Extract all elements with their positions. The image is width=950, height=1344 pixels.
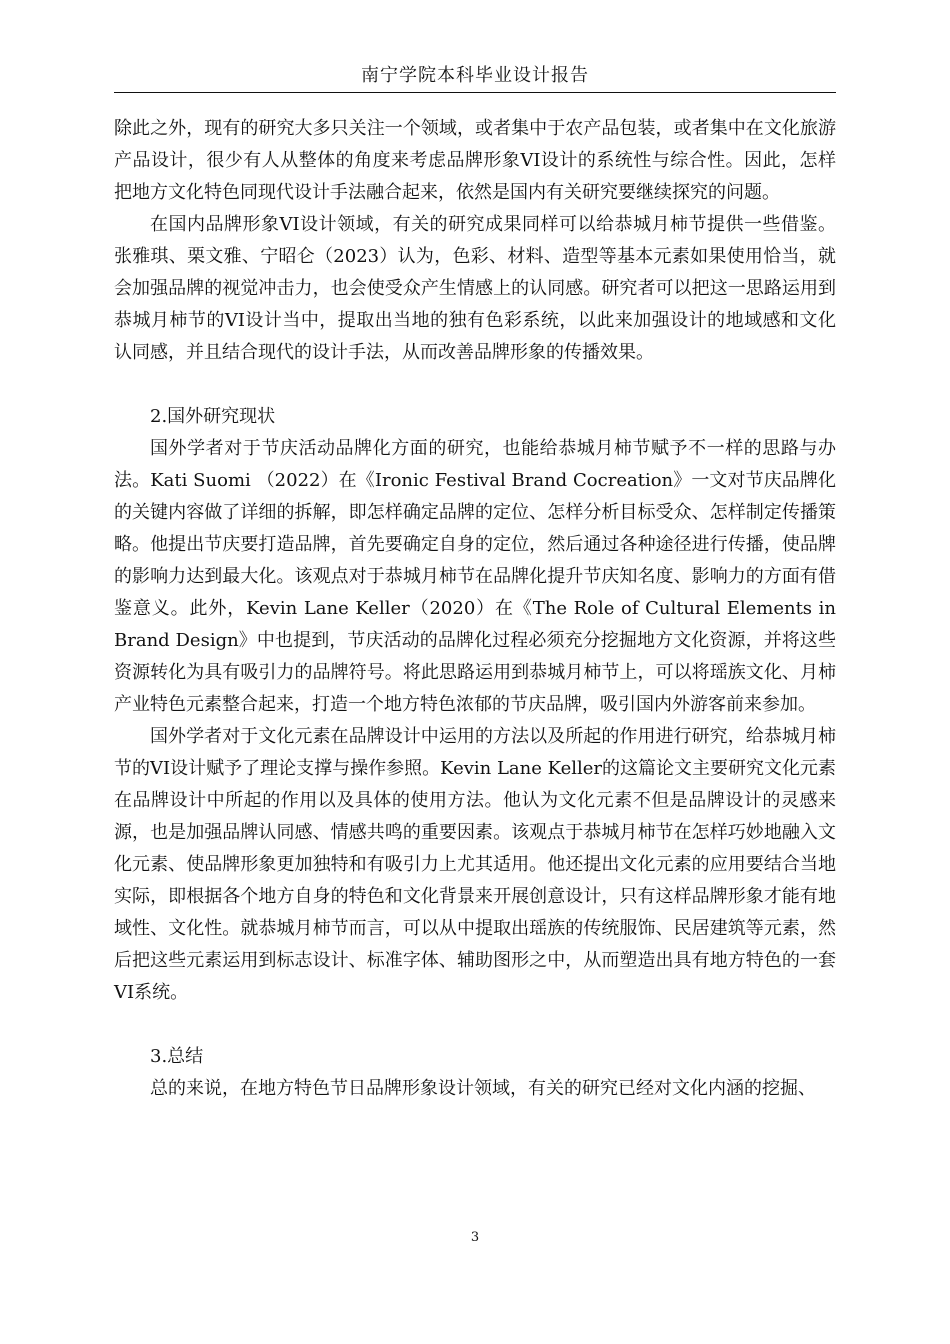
section-heading-foreign-research: 2.国外研究现状 xyxy=(150,406,276,427)
paragraph-2: 在国内品牌形象VI设计领域，有关的研究成果同样可以给恭城月柿节提供一些借鉴。张雅琪、栗文雅、宁昭仑（2023）认为，色彩、材料、造型等基本元素如果使用恰当，就会加强品牌的视觉冲击力，也会使受众产生情感上的认同感。研究者可以把这一思路运用到恭城月柿节的VI设计当中，提取出当地的独有色彩系统，以此来加强设计的地域感和文化认同感，并且结合现代的设计手法，从而改善品牌形象的传播效果。 xyxy=(114,214,836,363)
page-header: 南宁学院本科毕业设计报告 xyxy=(361,65,589,86)
paragraph-3: 国外学者对于节庆活动品牌化方面的研究，也能给恭城月柿节赋予不一样的思路与办法。Kati Suomi （2022）在《Ironic Festival Brand Cocreation》一文对节庆品牌化的关键内容做了详细的拆解，即怎样确定品牌的定位、怎样分析目标受众、怎样制定传播策略。他提出节庆要打造品牌，首先要确定自身的定位，然后通过各种途径进行传播，使品牌的影响力达到最大化。该观点对于恭城月柿节在品牌化提升节庆知名度、影响力的方面有借鉴意义。此外，Kevin Lane Keller（2020）在《The Role of Cultural Elements in Brand Design》中也提到，节庆活动的品牌化过程必须充分挖掘地方文化资源，并将这些资源转化为具有吸引力的品牌符号。将此思路运用到恭城月柿节上，可以将瑶族文化、月柿产业特色元素整合起来，打造一个地方特色浓郁的节庆品牌，吸引国内外游客前来参加。 xyxy=(114,438,836,715)
paragraph-5: 总的来说，在地方特色节日品牌形象设计领域，有关的研究已经对文化内涵的挖掘、 xyxy=(150,1078,816,1099)
page-number: 3 xyxy=(470,1230,480,1245)
section-heading-summary: 3.总结 xyxy=(150,1046,204,1067)
paragraph-4: 国外学者对于文化元素在品牌设计中运用的方法以及所起的作用进行研究，给恭城月柿节的VI设计赋予了理论支撑与操作参照。Kevin Lane Keller的这篇论文主要研究文化元素在品牌设计中所起的作用以及具体的使用方法。他认为文化元素不但是品牌设计的灵感来源，也是加强品牌认同感、情感共鸣的重要因素。该观点于恭城月柿节在怎样巧妙地融入文化元素、使品牌形象更加独特和有吸引力上尤其适用。他还提出文化元素的应用要结合当地实际，即根据各个地方自身的特色和文化背景来开展创意设计，只有这样品牌形象才能有地域性、文化性。就恭城月柿节而言，可以从中提取出瑶族的传统服饰、民居建筑等元素，然后把这些元素运用到标志设计、标准字体、辅助图形之中，从而塑造出具有地方特色的一套VI系统。 xyxy=(114,726,837,1003)
paragraph-1: 除此之外，现有的研究大多只关注一个领域，或者集中于农产品包装，或者集中在文化旅游产品设计，很少有人从整体的角度来考虑品牌形象VI设计的系统性与综合性。因此，怎样把地方文化特色同现代设计手法融合起来，依然是国内有关研究要继续探究的问题。 xyxy=(114,118,836,203)
header-rule xyxy=(114,92,836,93)
document-body xyxy=(114,113,836,1105)
